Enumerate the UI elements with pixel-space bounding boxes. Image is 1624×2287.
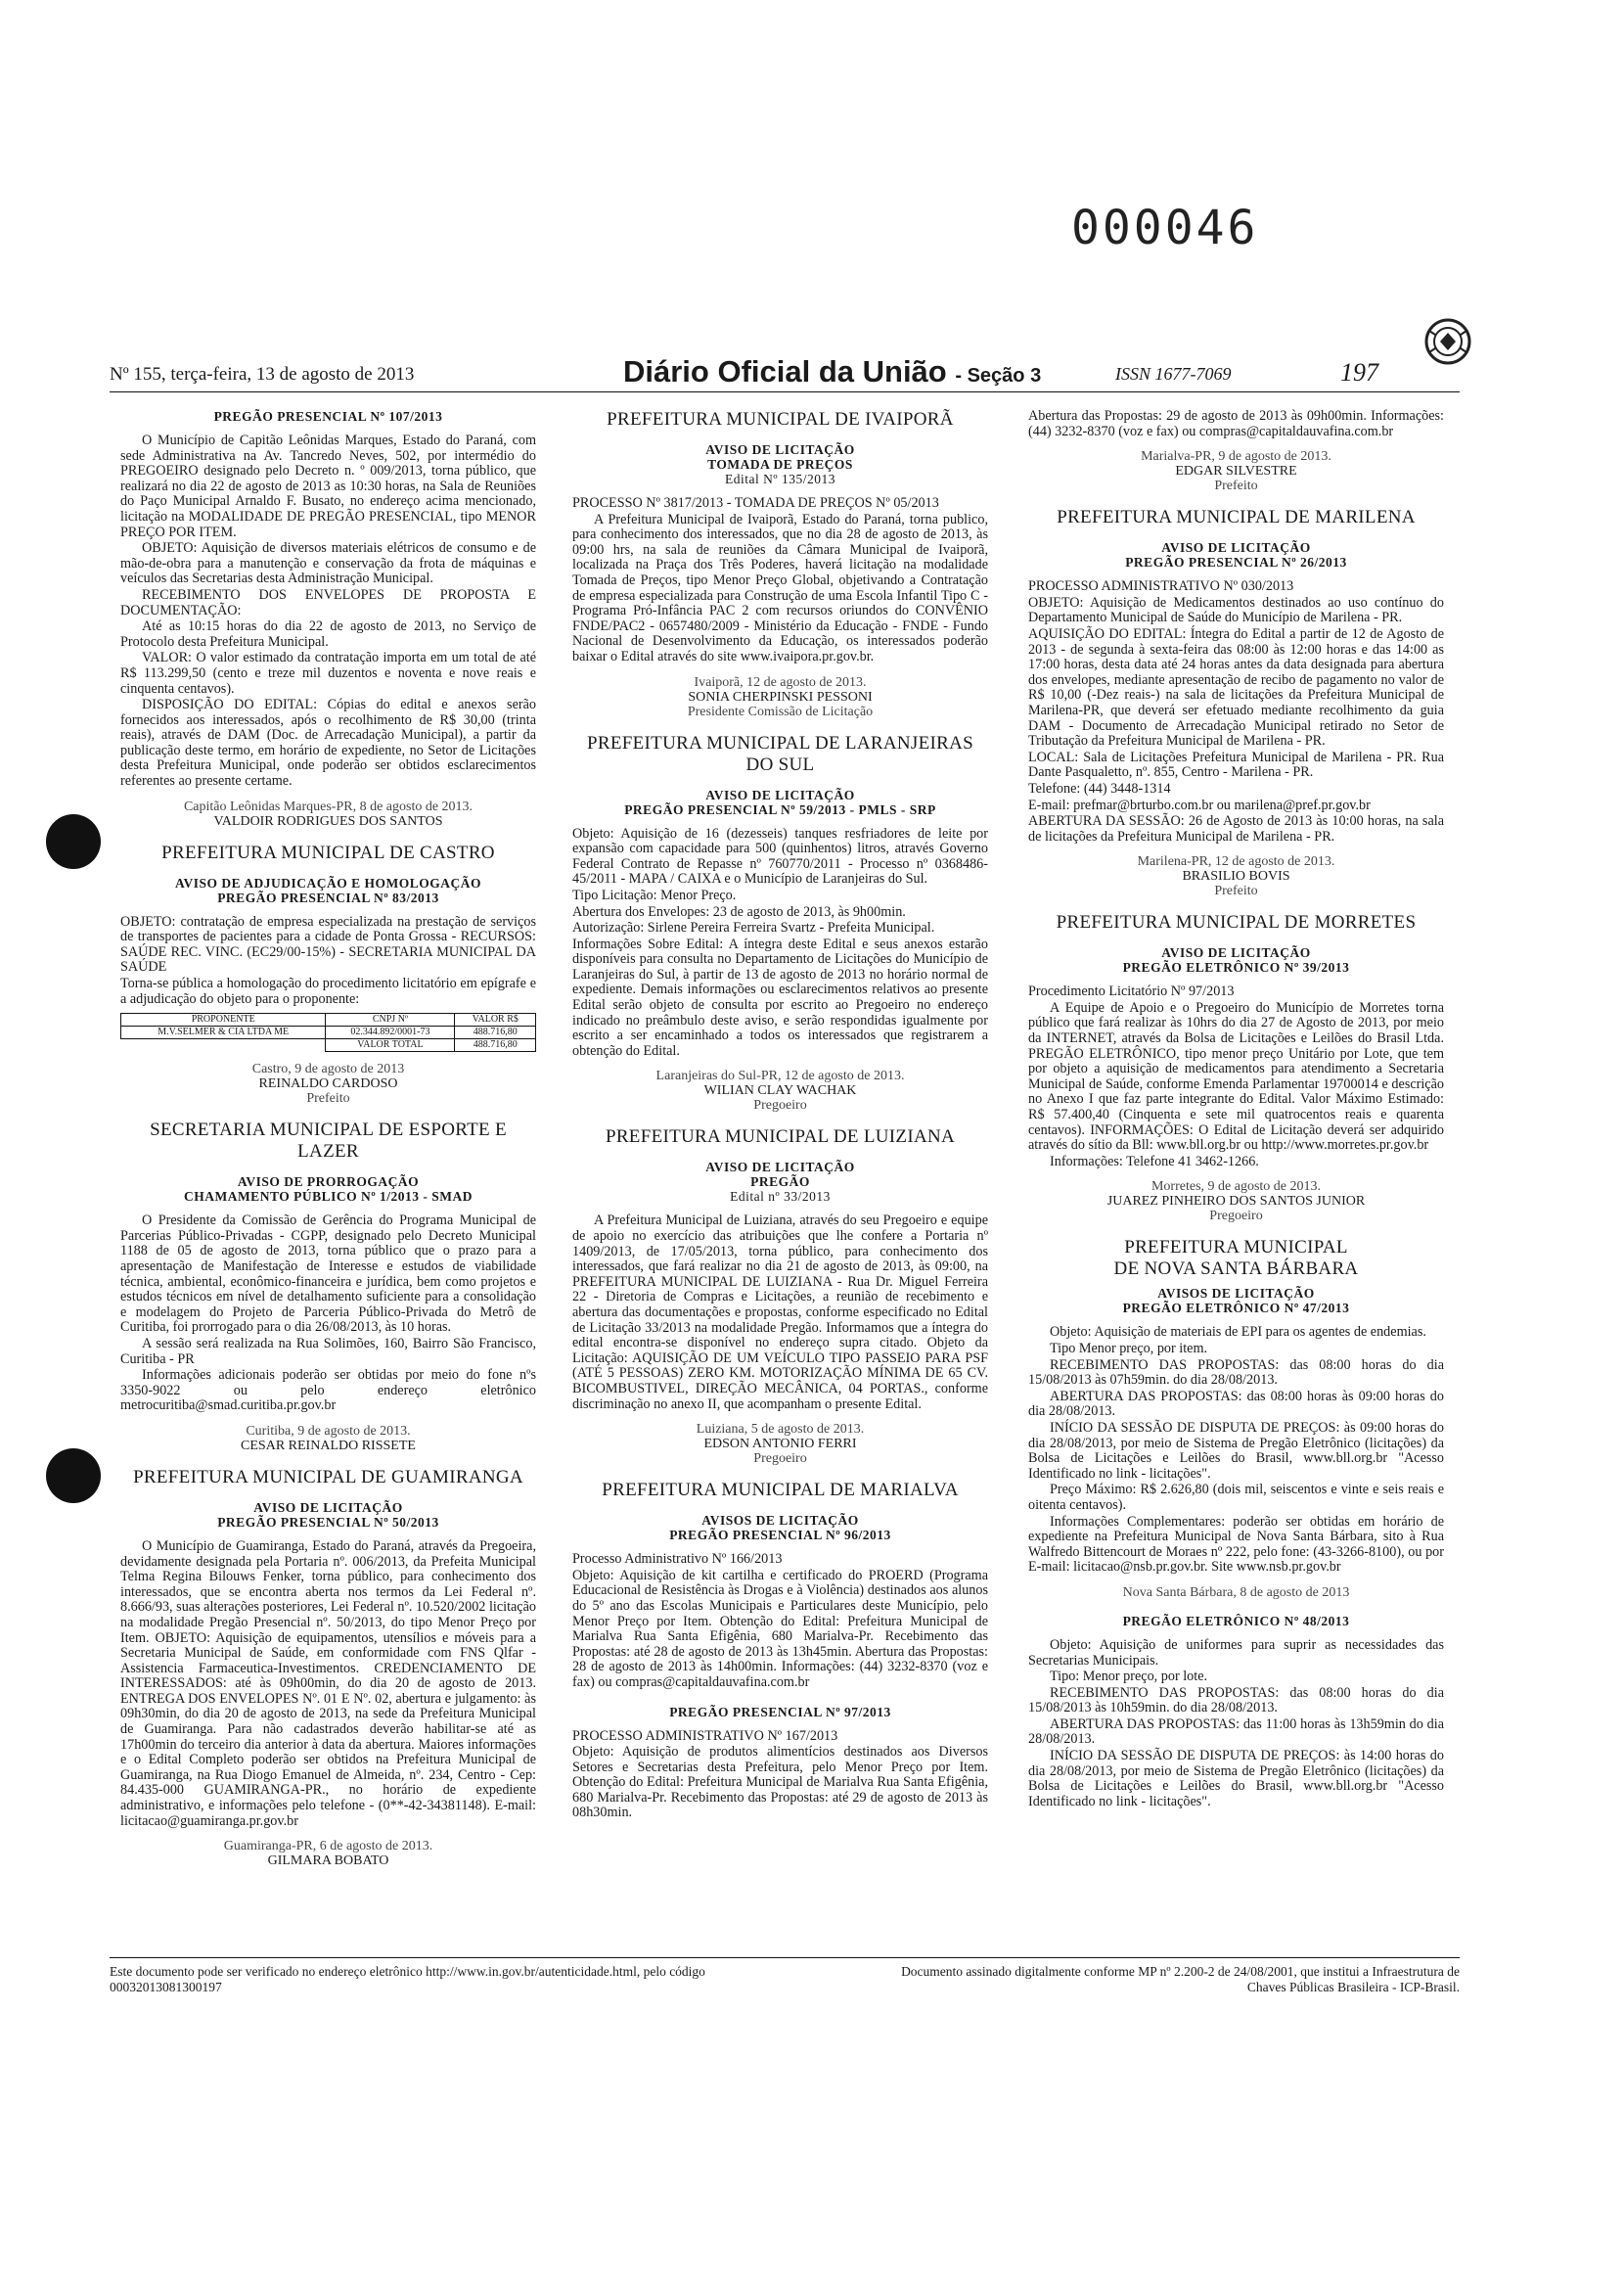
signatory-name: WILIAN CLAY WACHAK — [703, 1083, 857, 1099]
paragraph: Preço Máximo: R$ 2.626,80 (dois mil, seiscentos e vinte e seis reais e oitenta centavos). — [1028, 1482, 1444, 1513]
paragraph: Abertura das Propostas: 29 de agosto de 2013 às 09h00min. Informações: (44) 3232-8370 (voz e fax) ou compras@capitaldauvafina.com.br — [1028, 408, 1444, 439]
signatory-name: CESAR REINALDO RISSETE — [241, 1438, 416, 1453]
signature-block — [120, 1424, 536, 1453]
signature-block — [120, 800, 536, 829]
table-total-value: 488.716,80 — [455, 1039, 536, 1052]
notice-title: AVISO DE LICITAÇÃO — [705, 442, 855, 457]
paragraph: A Prefeitura Municipal de Luiziana, através do seu Pregoeiro e equipe de apoio no exercício das atribuições que lhe confere a Portaria nº 1409/2013, de 17/05/2013, torna público, para conhecimento dos interessados, que fará realizar no dia 21 de agosto de 2013, às 09:00, na PREFEITURA MUNICIPAL DE LUIZIANA - Rua Dr. Miguel Ferreira 22 - Diretoria de Compras e Licitações, a reunião de recebimento e abertura das documentações e propostas, conforme especificado no Edital de Licitação 33/2013 na modalidade Pregão. Informamos que a íntegra do edital encontra-se disponível no endereço supra citado. Objeto da Licitação: AQUISIÇÃO DE UM VEÍCULO TIPO PASSEIO PARA PSF (ATÉ 5 PESSOAS) ZERO KM. MOTORIZAÇÃO MÍNIMA DE 65 CV. BICOMBUSTIVEL, DIREÇÃO MECÂNICA, 04 PORTAS., conforme discriminação no anexo II, que acompanham o presente Edital. — [572, 1212, 988, 1412]
footer-verification: Este documento pode ser verificado no endereço eletrônico http://www.in.gov.br/autenticidade.html, pelo código 00032013081300197 — [110, 1964, 705, 1994]
notice-heading — [120, 1500, 536, 1530]
paragraph: Objeto: Aquisição de kit cartilha e certificado do PROERD (Programa Educacional de Resistência às Drogas e à Violência) destinados aos alunos do 5º ano das Escolas Municipais e Particulares deste Município, pelo Menor Preço por Item. Obtenção do Edital: Prefeitura Municipal de Marialva Rua Santa Efigênia, 680 Marialva-Pr. Recebimento das Propostas: até 28 de agosto de 2013 às 13h45min. Abertura das Propostas: 28 de agosto de 2013 às 14h00min. Informações: (44) 3232-8370 (voz e fax) ou compras@capitaldauvafina.com.br — [572, 1567, 988, 1690]
signature-place: Ivaiporã, 12 de agosto de 2013. — [694, 674, 867, 690]
notice-heading — [572, 1513, 988, 1542]
notice-title: AVISOS DE LICITAÇÃO — [701, 1513, 859, 1529]
paragraph: Tipo Menor preço, por item. — [1050, 1341, 1208, 1356]
paragraph: OBJETO: Aquisição de Medicamentos destinados ao uso contínuo do Departamento Municipal de Saúde do Município de Marilena - PR. — [1028, 594, 1444, 626]
paragraph: A Prefeitura Municipal de Ivaiporã, Estado do Paraná, torna publico, para conhecimento dos interessados, que no dia 28 de agosto de 2013, às 09:00 hrs, na sala de reuniões da Câmara Municipal de Ivaiporã, localizada na Praça dos Três Poderes, haverá licitação na modalidade Tomada de Preços, tipo Menor Preço Global, objetivando a Contratação de empresa especializada para Construção de uma Escola Infantil Tipo C - Programa Pró-Infância PAC 2 com recursos oriundos do CONVÊNIO FNDE/PAC2 - 0657480/2009 - Ministério da Educação - FNDE - Fundo Nacional de Desenvolvimento da Educação, os interessados poderão baixar o Edital através do site www.ivaipora.pr.gov.br. — [572, 511, 988, 664]
paragraph: PROCESSO ADMINISTRATIVO Nº 167/2013 — [572, 1727, 838, 1744]
signature-place: Marilena-PR, 12 de agosto de 2013. — [1137, 854, 1335, 870]
paragraph: Procedimento Licitatório Nº 97/2013 — [1028, 983, 1235, 1000]
paragraph: Até as 10:15 horas do dia 22 de agosto de 2013, no Serviço de Protocolo desta Prefeitura Municipal. — [120, 618, 536, 650]
signature-block — [1028, 854, 1444, 898]
signatory-name: EDGAR SILVESTRE — [1175, 464, 1297, 480]
issue-date: Nº 155, terça-feira, 13 de agosto de 2013 — [110, 364, 415, 385]
organization-heading: PREFEITURA MUNICIPAL DE CASTRO — [161, 842, 495, 863]
paragraph: RECEBIMENTO DOS ENVELOPES DE PROPOSTA E DOCUMENTAÇÃO: — [120, 586, 536, 618]
table-total-label: VALOR TOTAL — [326, 1039, 455, 1052]
notice-title: AVISO DE LICITAÇÃO — [1161, 540, 1311, 556]
organization-heading: SECRETARIA MUNICIPAL DE ESPORTE E LAZER — [150, 1120, 507, 1163]
signatory-role: Presidente Comissão de Licitação — [687, 704, 874, 719]
table-cell-empty — [121, 1039, 326, 1052]
signatory-name: JUAREZ PINHEIRO DOS SANTOS JUNIOR — [1106, 1194, 1366, 1210]
paragraph: A sessão será realizada na Rua Solimões, 160, Bairro São Francisco, Curitiba - PR — [120, 1335, 536, 1367]
paragraph: Tipo: Menor preço, por lote. — [1050, 1669, 1208, 1685]
notice-subtitle: PREGÃO ELETRÔNICO Nº 39/2013 — [1122, 960, 1350, 976]
signature-place: Capitão Leônidas Marques-PR, 8 de agosto de 2013. — [183, 799, 474, 814]
notice-subtitle: PREGÃO PRESENCIAL Nº 26/2013 — [1125, 555, 1347, 571]
paragraph: Informações: Telefone 41 3462-1266. — [1050, 1153, 1259, 1169]
organization-heading-line: DE NOVA SANTA BÁRBARA — [1113, 1258, 1359, 1280]
notice-subtitle: TOMADA DE PREÇOS — [707, 457, 853, 472]
binder-hole — [46, 814, 101, 869]
notice-subtitle: PREGÃO PRESENCIAL Nº 59/2013 - PMLS - SRP — [624, 801, 936, 817]
notice-title: AVISO DE ADJUDICAÇÃO E HOMOLOGAÇÃO — [174, 875, 482, 891]
organization-heading — [1028, 1237, 1444, 1280]
notice-title: AVISO DE LICITAÇÃO — [1161, 945, 1311, 961]
signatory-name: EDSON ANTONIO FERRI — [703, 1437, 857, 1452]
signature-block — [572, 1069, 988, 1113]
notice-title: AVISOS DE LICITAÇÃO — [1157, 1286, 1315, 1302]
notice-subtitle: PREGÃO PRESENCIAL Nº 96/2013 — [669, 1528, 891, 1543]
signatory-name: REINALDO CARDOSO — [258, 1076, 398, 1092]
signature-place: Curitiba, 9 de agosto de 2013. — [246, 1423, 411, 1439]
notice-subtitle: PREGÃO PRESENCIAL Nº 50/2013 — [217, 1514, 439, 1530]
paragraph: E-mail: prefmar@brturbo.com.br ou marilena@pref.pr.gov.br — [1028, 797, 1371, 813]
binder-hole — [46, 1448, 101, 1503]
notice-edital: Edital nº 33/2013 — [730, 1189, 831, 1205]
signature-block — [572, 1422, 988, 1466]
page-footer — [110, 1957, 1460, 1994]
paragraph: ABERTURA DAS PROPOSTAS: das 08:00 horas às 09:00 horas do dia 28/08/2013. — [1028, 1388, 1444, 1420]
signatory-name: SONIA CHERPINSKI PESSONI — [688, 689, 873, 705]
signatory-name: GILMARA BOBATO — [267, 1853, 389, 1869]
signature-block — [572, 675, 988, 719]
proponent-table — [120, 1013, 536, 1052]
notice-subtitle: PREGÃO — [750, 1174, 810, 1190]
signatory-role: Pregoeiro — [753, 1098, 807, 1114]
paragraph: Objeto: Aquisição de materiais de EPI para os agentes de endemias. — [1050, 1324, 1426, 1341]
signatory-role: Pregoeiro — [1209, 1209, 1263, 1224]
paragraph: Objeto: Aquisição de uniformes para suprir as necessidades das Secretarias Municipais. — [1028, 1636, 1444, 1669]
organization-heading-line: PREFEITURA MUNICIPAL — [1124, 1237, 1348, 1258]
paragraph: INÍCIO DA SESSÃO DE DISPUTA DE PREÇOS: às 14:00 horas do dia 28/08/2013, por meio de Sistema de Pregão Eletrônico (licitações) da Bolsa de Licitações e Leilões do Brasil, www.bll.org.br "Acesso Identificado no link - licitações". — [1028, 1748, 1444, 1809]
notice-subtitle: CHAMAMENTO PÚBLICO Nº 1/2013 - SMAD — [183, 1189, 474, 1205]
paragraph: ABERTURA DAS PROPOSTAS: das 11:00 horas às 13h59min do dia 28/08/2013. — [1028, 1715, 1444, 1748]
column-2 — [572, 409, 988, 1822]
paragraph: O Município de Guamiranga, Estado do Paraná, através da Pregoeira, devidamente designada pela Portaria nº. 006/2013, da Prefeita Municipal Telma Regina Bilouws Fenker, torna público, para conhecimento dos interessados, que se encontra aberta nos termos da Lei Federal nº. 8.666/93, suas alterações posteriores, Lei Federal nº. 10.520/2002 licitação na modalidade Pregão Presencial nº. 50/2013, do tipo Menor Preço por Item. OBJETO: Aquisição de equipamentos, utensílios e móveis para a Secretaria Municipal de Saúde, em conformidade com FNS Qlfar - Assistencia Farmaceutica-Investimentos. CREDENCIAMENTO DE INTERESSADOS: até às 09h00min, do dia 20 de agosto de 2013. ENTREGA DOS ENVELOPES Nº. 01 E Nº. 02, abertura e julgamento: às 09h30min, do dia 20 de agosto de 2013, na sede da Prefeitura Municipal de Guamiranga. Para não cadastrados deverão habilitar-se até as 17h00min do terceiro dia anterior à data da abertura. Maiores informações e o Edital Completo poderão ser obtidos na Prefeitura Municipal de Guamiranga, na Rua Diogo Emanuel de Almeida, nº. 234, Centro - Cep: 84.435-000 GUAMIRANGA-PR., no horário de expediente administrativo, e informações pelo telefone - (0**-42-34381148). E-mail: licitacao@guamiranga.pr.gov.br — [120, 1537, 536, 1829]
paragraph: INÍCIO DA SESSÃO DE DISPUTA DE PREÇOS: às 09:00 horas do dia 28/08/2013, por meio de Sistema de Pregão Eletrônico (licitações) da Bolsa de Licitações e Leilões do Brasil, www.bll.org.br "Acesso Identificado no link - licitações". — [1028, 1419, 1444, 1482]
paragraph: AQUISIÇÃO DO EDITAL: Íntegra do Edital a partir de 12 de Agosto de 2013 - de segunda à sexta-feira das 08:00 às 12:00 horas e das 14:00 as 17:00 horas, desta data até 24 horas antes da data designada para abertura dos envelopes, mediante apresentação de recibo de pagamento no valor de R$ 10,00 (-Dez reais-) na sala de licitações da Prefeitura Municipal de Marilena-PR, que deverá ser efetuado mediante recolhimento da guia DAM - Documento de Arrecadação Municipal retirado no Setor de Tributação da Prefeitura Municipal de Marilena - PR. — [1028, 625, 1444, 750]
organization-heading: PREFEITURA MUNICIPAL DE MORRETES — [1056, 912, 1417, 934]
paragraph: Informações Complementares: poderão ser obtidas em horário de expediente na Prefeitura Municipal de Nova Santa Bárbara, sito à Rua Walfredo Bittencourt de Moraes nº 222, pelo fone: (43-3266-8100), ou por E-mail: licitacao@nsb.pr.gov.br. Site www.nsb.pr.gov.br — [1028, 1513, 1444, 1576]
paragraph: Torna-se pública a homologação do procedimento licitatório em epígrafe e a adjudicação do objeto para o proponente: — [120, 976, 536, 1007]
paragraph: Objeto: Aquisição de produtos alimentícios destinados aos Diversos Setores e Secretarias desta Prefeitura, pelo Menor Preço por Item. Obtenção do Edital: Prefeitura Municipal de Marialva Rua Santa Efigênia, 680 Marialva-Pr. Recebimento das Propostas: até 29 de agosto de 2013 às 08h30min. — [572, 1744, 988, 1821]
notice-heading — [1028, 945, 1444, 975]
signature-block — [1028, 1585, 1444, 1600]
paragraph: RECEBIMENTO DAS PROPOSTAS: das 08:00 horas do dia 15/08/2013 às 07h59min. do dia 28/08/2013. — [1028, 1356, 1444, 1389]
notice-subtitle: PREGÃO PRESENCIAL Nº 83/2013 — [217, 890, 439, 905]
paragraph: Objeto: Aquisição de 16 (dezesseis) tanques resfriadores de leite por expansão com capacidade para 500 (quinhentos) litros, através Governo Federal Contrato de Repasse nº 760770/2011 - Processo nº 0368486-45/2011 - MAPA / CAIXA e o Município de Laranjeiras do Sul. — [572, 825, 988, 888]
footer-signature-note: Documento assinado digitalmente conforme MP nº 2.200-2 de 24/08/2001, que institui a Infraestrutura de Chaves Públicas Brasileira - ICP-Brasil. — [901, 1964, 1460, 1994]
organization-heading: PREFEITURA MUNICIPAL DE LUIZIANA — [605, 1126, 956, 1148]
signature-place: Guamiranga-PR, 6 de agosto de 2013. — [223, 1839, 433, 1854]
paragraph: Autorização: Sirlene Pereira Ferreira Svartz - Prefeita Municipal. — [572, 920, 935, 937]
paragraph: O Município de Capitão Leônidas Marques, Estado do Paraná, com sede Administrativa na Av. Tancredo Neves, 502, por intermédio do PREGOEIRO designado pelo Decreto n. º 009/2013, torna público, que realizará no dia 22 de agosto de 2013 as 10:30 horas, na Sala de Reuniões do Paço Municipal Arnaldo F. Busato, no endereço acima mencionado, licitação na MODALIDADE DE PREGÃO PRESENCIAL, tipo MENOR PREÇO POR ITEM. — [120, 433, 536, 540]
signature-place: Castro, 9 de agosto de 2013 — [251, 1062, 405, 1077]
signature-place: Morretes, 9 de agosto de 2013. — [1150, 1179, 1322, 1195]
notice-title: AVISO DE LICITAÇÃO — [705, 787, 855, 802]
notice-subtitle: PREGÃO ELETRÔNICO Nº 48/2013 — [1122, 1613, 1350, 1628]
signature-block — [1028, 1179, 1444, 1223]
paragraph: OBJETO: Aquisição de diversos materiais elétricos de consumo e de mão-de-obra para a manutenção e conservação da frota de máquinas e veículos das Secretarias desta Administração Municipal. — [120, 540, 536, 587]
paragraph: PROCESSO ADMINISTRATIVO Nº 030/2013 — [1028, 578, 1294, 595]
table-cell: 488.716,80 — [455, 1027, 536, 1039]
signature-place: Laranjeiras do Sul-PR, 12 de agosto de 2013. — [655, 1069, 905, 1084]
notice-heading — [120, 1174, 536, 1204]
section-heading: PREGÃO PRESENCIAL Nº 107/2013 — [213, 409, 443, 424]
table-row — [121, 1027, 536, 1039]
archive-stamp-number: 000046 — [1071, 201, 1259, 255]
paragraph: Abertura dos Envelopes: 23 de agosto de 2013, às 9h00min. — [572, 903, 906, 920]
signature-block — [1028, 449, 1444, 493]
organization-heading: PREFEITURA MUNICIPAL DE LARANJEIRAS DO SUL — [587, 732, 973, 775]
paragraph: PROCESSO Nº 3817/2013 - TOMADA DE PREÇOS Nº 05/2013 — [572, 495, 939, 511]
notice-subtitle: PREGÃO PRESENCIAL Nº 97/2013 — [669, 1704, 891, 1719]
notice-heading — [1028, 540, 1444, 570]
signatory-role: Pregoeiro — [753, 1451, 807, 1467]
table-header: CNPJ Nº — [326, 1014, 455, 1027]
paragraph: Informações adicionais poderão ser obtidas por meio do fone nºs 3350-9022 ou pelo endereço eletrônico metrocuritiba@smad.curitiba.pr.gov.br — [120, 1367, 536, 1414]
notice-heading — [572, 788, 988, 817]
table-total-row — [121, 1039, 536, 1052]
signatory-name: BRASILIO BOVIS — [1182, 869, 1290, 885]
notice-heading — [572, 442, 988, 486]
signature-place: Nova Santa Bárbara, 8 de agosto de 2013 — [1122, 1584, 1350, 1600]
column-1 — [120, 409, 536, 1882]
paragraph: Processo Administrativo Nº 166/2013 — [572, 1551, 783, 1568]
journal-title — [623, 354, 1041, 389]
page-number: 197 — [1340, 358, 1378, 387]
paragraph: A Equipe de Apoio e o Pregoeiro do Município de Morretes torna público que fará realizar às 10hrs do dia 27 de Agosto de 2013, por meio da INTERNET, através da Bolsa de Licitações e Leilões do Brasil Ltda. PREGÃO ELETRÔNICO, tipo menor preço Unitário por Lote, que tem por objeto a aquisição de medicamentos para atendimento a Secretaria Municipal de Saúde, conforme Emenda Parlamentar 19700014 e descrição no Anexo I que faz parte integrante do Edital. Valor Máximo Estimado: R$ 57.400,40 (Cinquenta e sete mil quatrocentos reais e quarenta centavos). INFORMAÇÕES: O Edital de Licitação deverá ser adquirido através do sítio da Bll: www.bll.org.br ou http://www.morretes.pr.gov.br — [1028, 999, 1444, 1154]
paragraph: ABERTURA DA SESSÃO: 26 de Agosto de 2013 às 10:00 horas, na sala de licitações da Prefeitura Municipal de Marilena - PR. — [1028, 813, 1444, 845]
notice-heading — [572, 1160, 988, 1204]
table-header-row — [121, 1014, 536, 1027]
signature-place: Luiziana, 5 de agosto de 2013. — [696, 1422, 865, 1438]
signature-block — [120, 1839, 536, 1868]
signatory-role: Prefeito — [1214, 884, 1258, 899]
table-cell: 02.344.892/0001-73 — [326, 1027, 455, 1039]
table-cell: M.V.SELMER & CIA LTDA ME — [121, 1027, 326, 1039]
paragraph: DISPOSIÇÃO DO EDITAL: Cópias do edital e anexos serão fornecidos aos interessados, após o recolhimento de R$ 30,00 (trinta reais), através de DAM (Doc. de Arrecadação Municipal), a partir da publicação deste termo, em horário de expediente, no Setor de Licitações desta Prefeitura Municipal, onde poderão ser obtidos esclarecimentos referentes ao presente certame. — [120, 697, 536, 790]
paragraph: Telefone: (44) 3448-1314 — [1028, 780, 1171, 797]
page-header — [110, 354, 1460, 392]
paragraph: Informações Sobre Edital: A íntegra deste Edital e seus anexos estarão disponíveis para consulta no Departamento de Licitações do Município de Laranjeiras do Sul, à partir de 13 de agosto de 2013 no horário normal de expediente. Demais informações ou esclarecimentos relativos ao presente Edital serão objeto de consulta por escrito ao Pregoeiro no endereço indicado no preâmbulo deste aviso, e serão respondidas igualmente por escrito a ser encaminhado a todos os interessados que registrarem a obtenção do Edital. — [572, 936, 988, 1059]
journal-title-text: Diário Oficial da União — [623, 354, 947, 389]
signatory-role: Prefeito — [1214, 479, 1258, 494]
signature-block — [120, 1062, 536, 1106]
organization-heading: PREFEITURA MUNICIPAL DE MARILENA — [1057, 507, 1416, 528]
column-3 — [1028, 409, 1444, 1810]
paragraph: LOCAL: Sala de Licitações Prefeitura Municipal de Marilena - PR. Rua Dante Pasqualetto, nº. 855, Centro - Marilena - PR. — [1028, 749, 1444, 781]
notice-title: AVISO DE PRORROGAÇÃO — [237, 1174, 420, 1190]
notice-heading — [120, 876, 536, 905]
paragraph: RECEBIMENTO DAS PROPOSTAS: das 08:00 horas do dia 15/08/2013 às 10h59min. do dia 28/08/2013. — [1028, 1684, 1444, 1716]
section-label: - Seção 3 — [955, 365, 1042, 387]
notice-title: AVISO DE LICITAÇÃO — [253, 1499, 403, 1515]
organization-heading: PREFEITURA MUNICIPAL DE GUAMIRANGA — [133, 1466, 523, 1487]
paragraph: OBJETO: contratação de empresa especializada na prestação de serviços de transportes de pacientes para a cidade de Ponta Grossa - RECURSOS: SAÚDE REC. VINC. (EC29/00-15%) - SECRETARIA MUNICIPAL DA SAÚDE — [120, 913, 536, 976]
organization-heading: PREFEITURA MUNICIPAL DE MARIALVA — [602, 1480, 959, 1501]
notice-title: AVISO DE LICITAÇÃO — [705, 1160, 855, 1175]
table-header: VALOR R$ — [455, 1014, 536, 1027]
organization-heading: PREFEITURA MUNICIPAL DE IVAIPORÃ — [607, 409, 954, 430]
imprensa-nacional-emblem-icon — [1423, 317, 1472, 366]
notice-subtitle: PREGÃO ELETRÔNICO Nº 47/2013 — [1122, 1301, 1350, 1316]
signatory-name: VALDOIR RODRIGUES DOS SANTOS — [213, 813, 443, 829]
issn: ISSN 1677-7069 — [1115, 364, 1232, 384]
signatory-role: Prefeito — [306, 1091, 350, 1107]
paragraph: Tipo Licitação: Menor Preço. — [572, 887, 737, 903]
signature-place: Marialva-PR, 9 de agosto de 2013. — [1141, 449, 1331, 465]
paragraph: VALOR: O valor estimado da contratação importa em um total de até R$ 113.299,50 (cento e treze mil duzentos e noventa e nove reais e cinquenta centavos). — [120, 650, 536, 697]
notice-edital: Edital Nº 135/2013 — [725, 472, 835, 486]
paragraph: O Presidente da Comissão de Gerência do Programa Municipal de Parcerias Público-Privadas - CGPP, designado pelo Decreto Municipal 1188 de 05 de agosto de 2013, torna público que o prazo para a apresentação de Manifestação de Interesse e estudos de viabilidade técnica, ambiental, econômico-financeira e jurídica, bem como projetos e estudos técnicos em nível de detalhamento suficiente para a consolidação e modelagem do Projeto de Parceria Público-Privada do Metrô de Curitiba, foi prorrogado para o dia 26/08/2013, às 10 horas. — [120, 1212, 536, 1336]
notice-heading — [1028, 1286, 1444, 1315]
table-header: PROPONENTE — [121, 1014, 326, 1027]
